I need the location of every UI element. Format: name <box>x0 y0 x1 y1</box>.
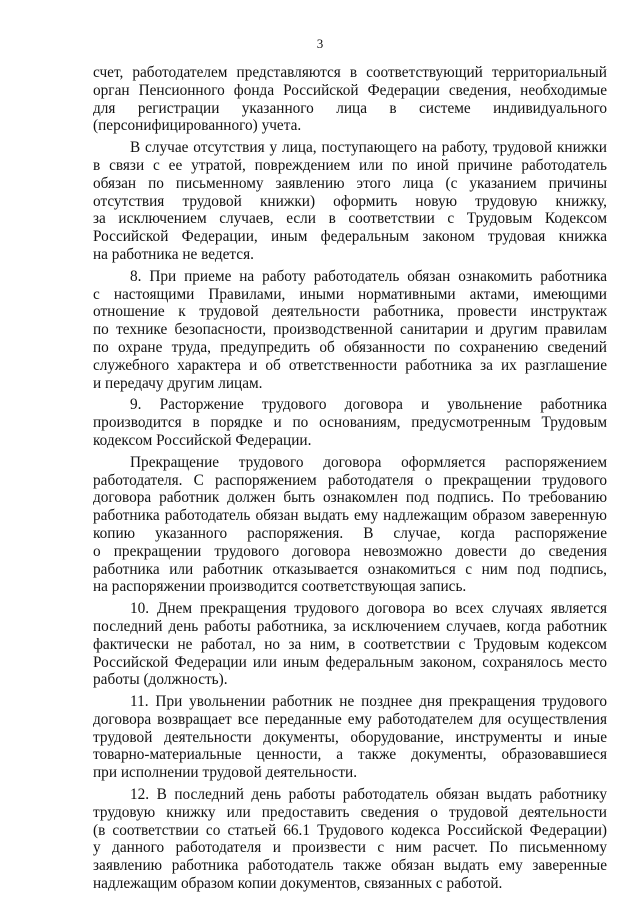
text-line: 8. При приеме на работу работодатель обязан ознакомить работника <box>130 267 607 285</box>
paragraph <box>93 396 607 449</box>
paragraph <box>93 139 607 264</box>
text-line: последний день работы работника, за исключением случаев, когда работник <box>93 617 607 635</box>
document-body <box>93 64 607 893</box>
text-line: 9. Расторжение трудового договора и увольнение работника <box>130 396 607 414</box>
text-line: орган Пенсионного фонда Российской Федерации сведения, необходимые <box>93 81 607 99</box>
text-line: трудовой деятельности документы, оборудование, инструменты и иные <box>93 728 607 746</box>
text-line: 12. В последний день работы работодатель обязан выдать работнику <box>130 786 607 804</box>
text-line: с настоящими Правилами, иными нормативными актами, имеющими <box>93 285 607 303</box>
paragraph <box>93 454 607 596</box>
text-line: по технике безопасности, производственной санитарии и другим правилам <box>93 321 607 339</box>
paragraph <box>93 786 607 893</box>
text-line: 10. Днем прекращения трудового договора во всех случаях является <box>130 600 607 618</box>
text-line: надлежащим образом копии документов, связанных с работой. <box>93 875 503 893</box>
text-line: (персонифицированного) учета. <box>93 117 302 135</box>
text-line: работника работодатель обязан выдать ему надлежащим образом заверенную <box>93 507 607 525</box>
text-line: служебного характера и об ответственности работника за их разглашение <box>93 356 607 374</box>
text-line: (в соответствии со статьей 66.1 Трудового кодекса Российской Федерации) <box>93 821 607 839</box>
text-line: работника или работник отказывается ознакомиться с ним под подпись, <box>93 560 607 578</box>
text-line: и передачу другим лицам. <box>93 374 263 392</box>
text-line: трудовую книжку или предоставить сведения о трудовой деятельности <box>93 803 607 821</box>
paragraph <box>93 693 607 782</box>
text-line: производится в порядке и по основаниям, предусмотренным Трудовым <box>93 414 607 432</box>
text-line: отношение к трудовой деятельности работника, провести инструктаж <box>93 303 607 321</box>
text-line: кодексом Российской Федерации. <box>93 431 312 449</box>
text-line: для регистрации указанного лица в системе индивидуального <box>93 99 607 117</box>
paragraph <box>93 600 607 689</box>
text-line: при исполнении трудовой деятельности. <box>93 764 358 782</box>
text-line: на работника не ведется. <box>93 245 254 263</box>
text-line: товарно-материальные ценности, а также документы, образовавшиеся <box>93 746 607 764</box>
text-line: у данного работодателя и произвести с ним расчет. По письменному <box>93 839 607 857</box>
text-line: договора возвращает все переданные ему работодателем для осуществления <box>93 710 607 728</box>
text-line: Прекращение трудового договора оформляется распоряжением <box>130 453 607 471</box>
paragraph <box>93 64 607 135</box>
text-line: на распоряжении производится соответствующая запись. <box>93 578 467 596</box>
text-line: в связи с ее утратой, повреждением или по иной причине работодатель <box>93 156 607 174</box>
text-line: счет, работодателем представляются в соответствующий территориальный <box>93 64 607 81</box>
text-line: договора работник должен быть ознакомлен под подпись. По требованию <box>93 489 607 507</box>
text-line: о прекращении трудового договора невозможно довести до сведения <box>93 542 607 560</box>
text-line: Российской Федерации, иным федеральным законом трудовая книжка <box>93 228 607 246</box>
text-line: по охране труда, предупредить об обязанности по сохранению сведений <box>93 338 607 356</box>
text-line: работы (должность). <box>93 671 228 689</box>
text-line: копию указанного распоряжения. В случае, когда распоряжение <box>93 524 607 542</box>
text-line: за исключением случаев, если в соответствии с Трудовым Кодексом <box>93 210 607 228</box>
text-line: Российской Федерации или иным федеральным законом, сохранялось место <box>93 653 607 671</box>
text-line: фактически не работал, но за ним, в соответствии с Трудовым кодексом <box>93 635 607 653</box>
page-number: 3 <box>316 36 324 51</box>
text-line: В случае отсутствия у лица, поступающего на работу, трудовой книжки <box>130 139 607 157</box>
text-line: 11. При увольнении работник не позднее дня прекращения трудового <box>130 693 607 711</box>
text-line: обязан по письменному заявлению этого лица (с указанием причины <box>93 174 607 192</box>
text-line: заявлению работника работодатель также обязан выдать ему заверенные <box>93 857 607 875</box>
text-line: работодателя. С распоряжением работодателя о прекращении трудового <box>93 471 607 489</box>
paragraph <box>93 268 607 393</box>
text-line: отсутствия трудовой книжки) оформить новую трудовую книжку, <box>93 192 607 210</box>
